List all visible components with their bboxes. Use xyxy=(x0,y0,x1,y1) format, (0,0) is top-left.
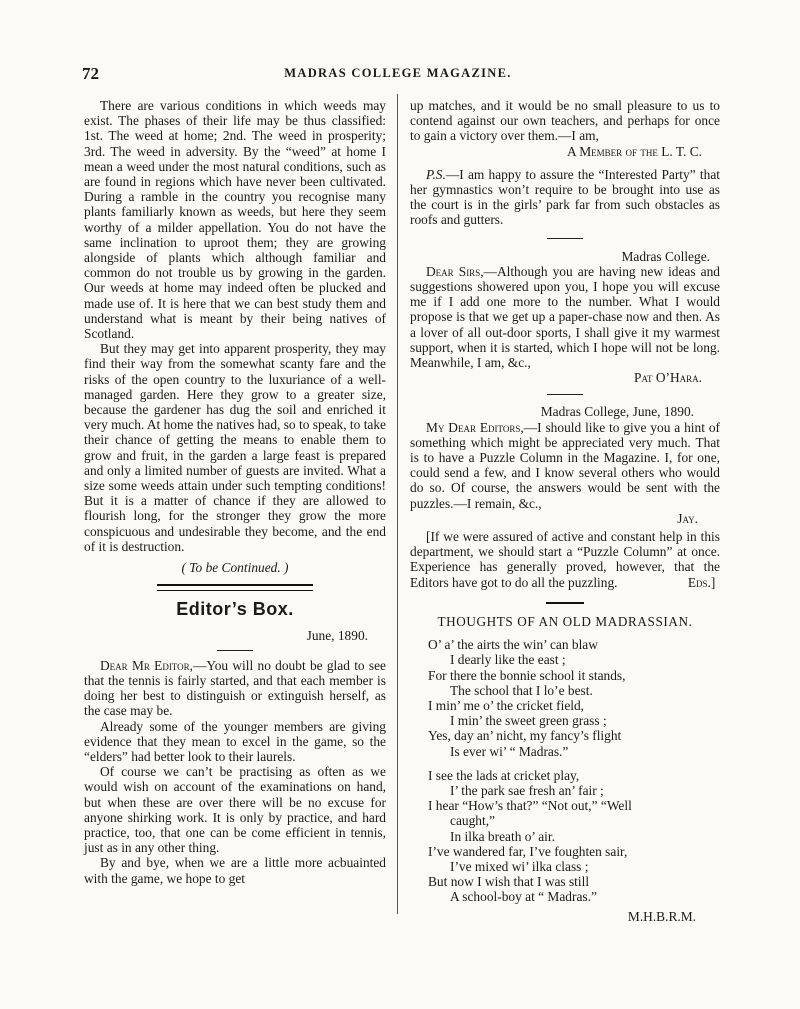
pat-letter xyxy=(410,264,720,370)
column-divider xyxy=(397,94,398,914)
letter-paragraph-4: By and bye, when we are a little more acbuainted with the game, we hope to get xyxy=(84,855,386,886)
poem-line: But now I wish that I was still xyxy=(428,874,590,890)
jay-salutation: My Dear Editors, xyxy=(426,419,524,435)
poem-line: Yes, day an’ nicht, my fancy’s flight xyxy=(428,728,622,744)
to-be-continued: ( To be Continued. ) xyxy=(181,560,289,576)
poem xyxy=(428,637,720,904)
ps-label: P.S. xyxy=(426,166,446,182)
page-number: 72 xyxy=(82,64,99,83)
ps-text: —I am happy to assure the “Interested Party” that her gymnastics won’t require to be brought into use as the court is in the girls’ park far from such obstacles as roofs and gutters. xyxy=(410,166,720,228)
left-column xyxy=(84,98,386,886)
stanza-gap xyxy=(428,759,720,768)
letter-text-1: —You will no doubt be glad to see that the tennis is fairly started, and that each member is doing her best to distinguish or extinguish herself, as the case may be. xyxy=(84,657,386,719)
jay-text: —I should like to give you a hint of something which might be appreciated very much. That is to have a Puzzle Column in the Magazine. I, for one, could send a few, and I know several others who would do so. Of course, the answers would be sent with the puzzles.—I remain, &c., xyxy=(410,419,720,511)
editors-note-text: [If we were assured of active and constant help in this department, we should start a “Puzzle Column” at once. Experience has generally proved, however, that the Editors have got to do all the puzzling. xyxy=(410,529,720,590)
letter-separator-2 xyxy=(547,394,583,395)
letter-continuation: up matches, and it would be no small pleasure to us to contend against our own teachers, and perhaps for once to gain a victory over them.—I am, xyxy=(410,98,720,144)
right-column xyxy=(410,98,720,924)
poem-line: I dearly like the east ; xyxy=(450,652,566,668)
running-head: MADRAS COLLEGE MAGAZINE. xyxy=(284,66,512,80)
editors-note-signature: Eds.] xyxy=(687,574,716,590)
letter-paragraph-1 xyxy=(84,658,386,719)
editors-box-title: Editor’s Box. xyxy=(176,599,294,620)
poem-line: The school that I lo’e best. xyxy=(450,682,593,698)
poem-line: I see the lads at cricket play, xyxy=(428,767,580,783)
poem-line: I’ve wandered far, I’ve foughten sair, xyxy=(428,843,628,859)
letter-paragraph-3: Of course we can’t be practising as often as we would wish on account of the examinations on hand, but when these are over there will be no excuse for anyone shirking work. It is only by practice, and hard practice, too, that one can be come efficient in tennis, just as in any other thing. xyxy=(84,764,386,856)
pat-salutation: Dear Sirs, xyxy=(426,263,484,279)
editors-box-date: June, 1890. xyxy=(306,627,368,643)
section-rule xyxy=(157,584,313,591)
letter-salutation: Dear Mr Editor, xyxy=(100,657,193,673)
weeds-paragraph-2: But they may get into apparent prosperity, they may find their way from the somewhat scanty fare and the risks of the open country to the luxuriance of a well-managed garden. Here they grow to a greater size, because the gardener has dug the soil and enriched it very much. At home the natives had, so to speak, to take their chance of getting the means to enable them to grow and fruit, in the garden a large feast is prepared and only a limited number of guests are invited. What a size some weeds attain under such tempting conditions! But it is a matter of chance if they are allowed to flourish long, for the stronger they grow the more conspicuous and undesirable they become, and the end of it is destruction. xyxy=(84,341,386,554)
poem-line: A school-boy at “ Madras.” xyxy=(450,889,597,905)
editors-note xyxy=(410,529,720,590)
poem-title: THOUGHTS OF AN OLD MADRASSIAN. xyxy=(437,613,693,629)
page-header xyxy=(82,64,714,84)
pat-place: Madras College. xyxy=(621,248,710,264)
weeds-paragraph-1: There are various conditions in which weeds may exist. The phases of their life may be thus classified: 1st. The weed at home; 2nd. The weed in prosperity; 3rd. The weed in adversity. By the “weed” at home I mean a weed under the most natural conditions, such as are found in regions which have never been cultivated. During a ramble in the country you recognise many plants familiarly known as weeds, but here they seem worthy of a milder appellation. You do not have the same inclination to uproot them; they are growing alongside of plants which although familiar and common do not trouble us by growing in the garden. Our weeds at home may indeed often be plucked and made use of. It is here that we can best study them and understand what is meant by their being natives of Scotland. xyxy=(84,98,386,342)
jay-letter xyxy=(410,420,720,511)
ltc-signature: A Member of the L. T. C. xyxy=(566,143,702,159)
poem-line: Is ever wi’ “ Madras.” xyxy=(450,743,569,759)
poem-signature: M.H.B.R.M. xyxy=(627,908,696,924)
poem-line: For there the bonnie school it stands, xyxy=(428,667,626,683)
poem-line: I min’ me o’ the cricket field, xyxy=(428,697,585,713)
date-rule xyxy=(217,650,253,651)
postscript xyxy=(410,167,720,228)
pat-signature: Pat O’Hara. xyxy=(634,370,702,386)
poem-line: I hear “How’s that?” “Not out,” “Well xyxy=(428,798,632,814)
poem-line: O’ a’ the airts the win’ can blaw xyxy=(428,637,598,653)
poem-line: I’ the park sae fresh an’ fair ; xyxy=(450,782,604,798)
jay-signature: Jay. xyxy=(677,510,698,526)
jay-place-date: Madras College, June, 1890. xyxy=(540,404,694,420)
pat-text: —Although you are having new ideas and suggestions showered upon you, I hope you will excuse me if I add one more to the number. What I would propose is that we get up a paper-chase now and then. As a lover of all out-door sports, I shall give it my warmest support, when it is started, which I hope will not be long. Meanwhile, I am, &c., xyxy=(410,263,720,371)
poem-line: I’ve mixed wi’ ilka class ; xyxy=(450,858,589,874)
poem-rule xyxy=(546,602,584,604)
poem-line: caught,” xyxy=(450,813,495,829)
poem-line: I min’ the sweet green grass ; xyxy=(450,713,607,729)
letter-paragraph-2: Already some of the younger members are giving evidence that they mean to excel in the game, so the “elders” had better look to their laurels. xyxy=(84,718,386,764)
letter-separator-1 xyxy=(547,238,583,239)
poem-line: In ilka breath o’ air. xyxy=(450,828,555,844)
